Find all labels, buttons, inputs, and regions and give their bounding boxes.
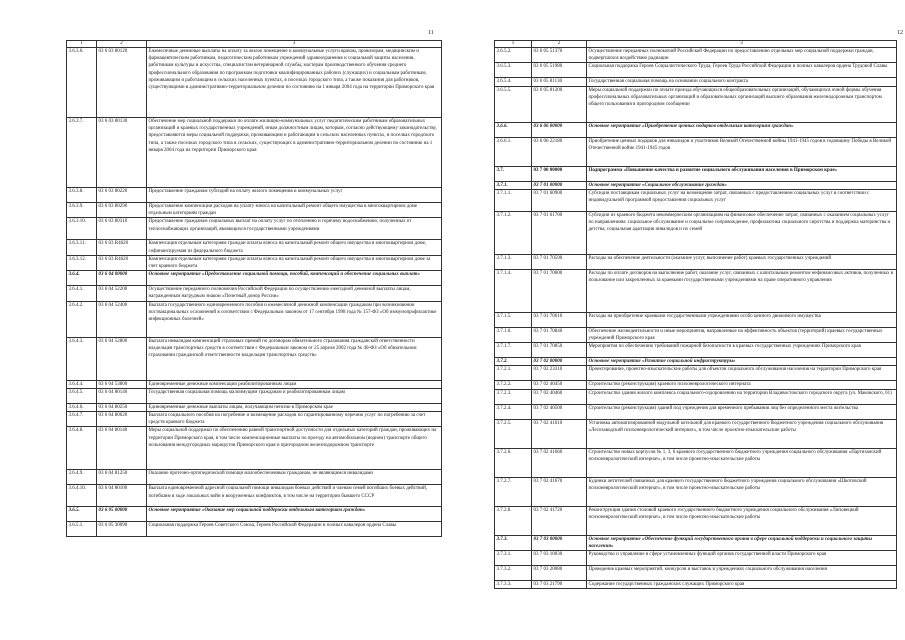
row-number-cell: 3.7.1.: [495, 181, 532, 189]
code-cell: 03 6 03 R4620: [97, 240, 147, 255]
description-cell: Компенсация отдельным категориям граждан оплаты взноса на капитальный ремонт общего имущества в многоквартирном доме, софинансируемая из федерального бюджета: [147, 240, 442, 255]
header-row: [67, 41, 442, 48]
table-row: [495, 181, 897, 189]
code-cell: 03 6 03 80310: [97, 218, 147, 240]
table-row: [67, 203, 442, 218]
description-cell: Будинки антитеплей связанных для краевого государственного бюджетного учреждения социального обслуживания «Шкотовский психоневрологический интернат», в том числе проектно-изыскательские работы: [587, 477, 897, 506]
code-cell: 03 6 06 00000: [532, 122, 587, 137]
table-row: [495, 48, 897, 63]
table-row: [67, 485, 442, 507]
table-row: [67, 188, 442, 203]
description-cell: Мероприятия по обеспечению требований пожарной безопасности в краевых государственных учреждениях Приморского края: [587, 343, 897, 358]
row-number-cell: 3.6.5.2.: [495, 48, 532, 63]
description-cell: Проведение краевых мероприятий, конкурсов и выставок в учреждениях социального обслуживания населения: [587, 566, 897, 581]
row-number-cell: 3.7.1.2.: [495, 211, 532, 254]
description-cell: Установка автоматизированной модульной котельной для краевого государственного бюджетного учреждения социального обслуживания «Лесозаводский психоневрологический интернат», в том числе проектно-изыскательские работы: [587, 419, 897, 448]
table-row: [495, 78, 897, 86]
table-row: [67, 218, 442, 240]
header-cell: 1: [67, 41, 97, 48]
header-cell: 2: [97, 41, 147, 48]
description-cell: Расходы на обеспечение деятельности (оказание услуг, выполнение работ) краевых государственных учреждений: [587, 254, 897, 269]
description-cell: Меры социальной поддержки по обеспечению равной транспортной доступности для отдельных категорий граждан, проживающих на территории Приморского края, в том числе компенсационные выплаты по проезду на автомобильном (водном) транспорте общего пользования междугородных маршрутов Приморского края и пригородном железнодорожном транспорте: [147, 427, 442, 470]
description-cell: Компенсация отдельным категориям граждан оплаты взноса на капитальный ремонт общего имущества в многоквартирном доме за счет краевого бюджета: [147, 255, 442, 270]
description-cell: Реконструкция здания столовой краевого государственного бюджетного учреждения социального обслуживания «Липовецкий психоневрологический интернат», в том числе проектно-изыскательские работы: [587, 506, 897, 535]
table-row: [67, 470, 442, 485]
table-row: [67, 48, 442, 118]
description-cell: Проектирование, проектно-изыскательские работы для объектов социального обслуживания населения на территории Приморского края: [587, 366, 897, 381]
description-cell: Основное мероприятие «Оказание мер социальной поддержки отдельным категориям граждан»: [147, 507, 442, 522]
description-cell: Строительство здания жилого комплекса социального-оздоровлению на территории Владивостокского городского округа (ул. Маковского, 61): [587, 389, 897, 404]
code-cell: 03 6 05 81130: [532, 78, 587, 86]
code-cell: 03 7 02 40500: [532, 404, 587, 419]
table-row: [495, 312, 897, 327]
code-cell: 03 7 03 20080: [532, 566, 587, 581]
description-cell: Основное мероприятие «Развитие социальной инфраструктуры»: [587, 358, 897, 366]
code-cell: 03 6 04 52800: [97, 337, 147, 380]
row-number-cell: 3.7.1.1.: [495, 189, 532, 211]
code-cell: 03 6 04 80140: [97, 427, 147, 470]
table-row: [495, 254, 897, 269]
row-number-cell: 3.7.1.5.: [495, 312, 532, 327]
row-number-cell: 3.6.6.1.: [495, 137, 532, 166]
code-cell: 03 7 00 00000: [532, 166, 587, 181]
row-number-cell: 3.6.4.9.: [67, 470, 97, 485]
page-number: 11: [428, 30, 434, 36]
row-number-cell: 3.6.4.8.: [67, 427, 97, 470]
header-cell: 3: [587, 41, 897, 48]
code-cell: 03 7 02 00000: [532, 358, 587, 366]
table-row: [495, 551, 897, 566]
description-cell: Основное мероприятие «Социальное обслуживание граждан»: [587, 181, 897, 189]
table-row: [67, 388, 442, 403]
code-cell: 03 6 03 80120: [97, 48, 147, 118]
row-number-cell: 3.6.3.12.: [67, 255, 97, 270]
description-cell: Предоставление гражданам субсидий на оплату жилого помещения и коммунальных услуг: [147, 188, 442, 203]
code-cell: 03 6 05 51370: [532, 48, 587, 63]
row-number-cell: 3.6.5.4.: [495, 78, 532, 86]
table-row: [495, 566, 897, 581]
header-row: [495, 41, 897, 48]
code-cell: 03 6 03 80290: [97, 203, 147, 218]
code-cell: 03 6 04 80620: [97, 412, 147, 427]
row-number-cell: 3.7.1.7.: [495, 343, 532, 358]
description-cell: Приобретение ценных подарков для инвалидов и участников Великой Отечественной войны 1941-1945 годов в годовщину Победы в Великой Отечественной войне 1941-1945 годов: [587, 137, 897, 166]
code-cell: 03 6 04 52400: [97, 301, 147, 337]
row-number-cell: 3.7.2.1.: [495, 366, 532, 381]
description-cell: Осуществление переданных полномочий Российской Федерации по предоставлению отдельных мер социальной поддержки граждан, подвергшихся воздействию радиации: [587, 48, 897, 63]
table-row: [495, 166, 897, 181]
table-row: [67, 412, 442, 427]
row-number-cell: 3.6.4.5.: [67, 388, 97, 403]
row-number-cell: 3.6.6.: [495, 122, 532, 137]
row-number-cell: 3.6.4.6.: [67, 403, 97, 411]
row-number-cell: 3.6.5.3.: [495, 63, 532, 78]
code-cell: 03 7 01 70850: [532, 343, 587, 358]
code-cell: 03 6 05 51980: [532, 63, 587, 78]
code-cell: 03 7 01 70590: [532, 254, 587, 269]
header-cell: 3: [147, 41, 442, 48]
header-cell: 2: [532, 41, 587, 48]
description-cell: Государственная социальная помощь малоимущим гражданам и реабилитированным лицам: [147, 388, 442, 403]
row-number-cell: 3.7.1.4.: [495, 269, 532, 312]
row-number-cell: 3.7.3.3.: [495, 581, 532, 589]
table-row: [495, 269, 897, 312]
description-cell: Единовременные денежные выплаты лицам, получающим пенсию в Приморском крае: [147, 403, 442, 411]
row-number-cell: 3.7.2.7.: [495, 477, 532, 506]
row-number-cell: 3.6.3.11.: [67, 240, 97, 255]
code-cell: 03 7 01 70840: [532, 327, 587, 342]
row-number-cell: 3.7.1.6.: [495, 327, 532, 342]
row-number-cell: 3.7.: [495, 166, 532, 181]
description-cell: Строительство (реконструкция) краевого психоневрологического интерната: [587, 381, 897, 389]
description-cell: Строительство (реконструкция) зданий под учреждения для временного пребывания лиц без определенного места жительства: [587, 404, 897, 419]
row-number-cell: 3.6.4.4.: [67, 380, 97, 388]
table-row: [495, 535, 897, 550]
description-cell: Меры социальной поддержки по оплате проезда обучающихся общеобразовательных организаций, обучающихся очной формы обучения профессиональных образовательных организаций и образовательных организаций высшего образования железнодорожным транспортом общего пользования в пригородном сообщении: [587, 86, 897, 122]
description-cell: Расходы на приобретение краевыми государственными учреждениями особо ценного движимого имущества: [587, 312, 897, 327]
code-cell: 03 7 02 41610: [532, 419, 587, 448]
row-number-cell: 3.6.4.1.: [67, 286, 97, 301]
table-row: [495, 389, 897, 404]
table-row: [495, 63, 897, 78]
code-cell: 03 6 06 22180: [532, 137, 587, 166]
row-number-cell: 3.6.4.3.: [67, 337, 97, 380]
description-cell: Основное мероприятие «Приобретение ценных подарков отдельным категориям граждан»: [587, 122, 897, 137]
description-cell: Субсидии поставщикам социальных услуг на возмещение затрат, связанных с предоставлением социальных услуг в соответствии с индивидуальной программой предоставления социальных услуг: [587, 189, 897, 211]
page-number: 12: [897, 30, 903, 36]
budget-classification-table: [494, 40, 897, 589]
description-cell: Выплата единовременной адресной социальной помощи инвалидам боевых действий и членам семей погибших боевых действий, погибшим в ходе локальных войн и вооруженных конфликтов, в том числе на территории бывшего СССР: [147, 485, 442, 507]
row-number-cell: 3.6.4.10.: [67, 485, 97, 507]
description-cell: Ежемесячные денежные выплаты на оплату за жилое помещение и коммунальные услуги врачам, провизорам, медицинским и фармацевтическим работникам, педагогическим работникам учреждений здравоохранения и социальной защиты населения, работникам культуры и искусства, специалистам ветеринарной службы, мастерам производственного обучения среднего профессионального образования по программам подготовки квалифицированных рабочих (служащих) и социальным работникам, проживающим и работающим в сельских населенных пунктах, в поселках городского типа, а также показания для работников, существующими в административно-территориальном делении по состоянию на 1 января 2004 года на территории Приморского края: [147, 48, 442, 118]
description-cell: Социальная поддержка Героев Социалистического Труда, Героев Труда Российской Федерации и полных кавалеров ордена Трудовой Славы: [587, 63, 897, 78]
table-row: [67, 380, 442, 388]
row-number-cell: 3.7.3.2.: [495, 566, 532, 581]
header-cell: 1: [495, 41, 532, 48]
table-row: [495, 366, 897, 381]
row-number-cell: 3.7.2.6.: [495, 448, 532, 477]
table-row: [495, 122, 897, 137]
row-number-cell: 3.6.4.2.: [67, 301, 97, 337]
table-row: [67, 507, 442, 522]
table-row: [495, 211, 897, 254]
code-cell: 03 7 01 00000: [532, 181, 587, 189]
row-number-cell: 3.7.2.8.: [495, 506, 532, 535]
row-number-cell: 3.7.2.5.: [495, 419, 532, 448]
description-cell: Основное мероприятие «Обеспечение функций государственного органа в сфере социальной поддержки и социального защиты населения»: [587, 535, 897, 550]
table-row: [495, 448, 897, 477]
code-cell: 03 7 02 41670: [532, 477, 587, 506]
table-row: [495, 581, 897, 589]
description-cell: Осуществление переданного полномочия Российской Федерации по осуществлению ежегодной денежной выплаты лицам, награжденным нагрудным знаком «Почетный донор России»: [147, 286, 442, 301]
code-cell: 03 7 03 00000: [532, 535, 587, 550]
table-row: [495, 86, 897, 122]
code-cell: 03 7 02 40450: [532, 381, 587, 389]
table-row: [67, 118, 442, 188]
table-row: [495, 477, 897, 506]
code-cell: 03 6 04 81250: [97, 470, 147, 485]
description-cell: Расходы по оплате договоров на выполнение работ, оказание услуг, связанных с капитальным ремонтом нефинансовых активов, полученных в пользование или закрепленных за краевыми государственными учреждениями на праве оперативного управления: [587, 269, 897, 312]
description-cell: Руководство и управление в сфере установленных функций органов государственной власти Приморского края: [587, 551, 897, 566]
table-row: [67, 286, 442, 301]
table-row: [67, 255, 442, 270]
description-cell: Государственная социальная помощь на основании социального контракта: [587, 78, 897, 86]
row-number-cell: 3.7.1.3.: [495, 254, 532, 269]
code-cell: 03 7 02 23310: [532, 366, 587, 381]
description-cell: Выплата социального пособия на погребение и возмещение расходов по гарантированному перечню услуг по погребению за счет средств краевого бюджета: [147, 412, 442, 427]
description-cell: Предоставление компенсации расходов на уплату взноса на капитальный ремонт общего имущества в многоквартирном доме отдельным категориям граждан: [147, 203, 442, 218]
code-cell: 03 7 02 41720: [532, 506, 587, 535]
row-number-cell: 3.7.2.4.: [495, 404, 532, 419]
table-row: [67, 240, 442, 255]
row-number-cell: 3.7.3.1.: [495, 551, 532, 566]
code-cell: 03 6 03 80220: [97, 188, 147, 203]
row-number-cell: 3.7.2.2.: [495, 381, 532, 389]
code-cell: 03 6 04 52200: [97, 286, 147, 301]
row-number-cell: 3.6.4.7.: [67, 412, 97, 427]
description-cell: Строительство новых корпусов № 1, 3, 6 краевого государственного бюджетного учреждения социального обслуживания «Партизанский психоневрологический интернат», в том числе проектно-изыскательские работы: [587, 448, 897, 477]
table-row: [67, 301, 442, 337]
code-cell: 03 7 02 41660: [532, 448, 587, 477]
table-row: [495, 419, 897, 448]
table-row: [495, 381, 897, 389]
code-cell: 03 6 03 80130: [97, 118, 147, 188]
row-number-cell: 3.6.4.: [67, 271, 97, 286]
code-cell: 03 6 04 80250: [97, 403, 147, 411]
code-cell: 03 6 04 00000: [97, 271, 147, 286]
description-cell: Социальная поддержка Героев Советского Союза, Героев Российской Федерации и полных кавалеров ордена Славы: [147, 522, 442, 537]
code-cell: 03 6 04 53800: [97, 380, 147, 388]
table-row: [67, 403, 442, 411]
table-row: [495, 358, 897, 366]
code-cell: 03 7 01 61700: [532, 211, 587, 254]
description-cell: Обеспечение мер социальной поддержки по оплате жилищно-коммунальных услуг педагогическим работникам образовательных организаций и краевых государственных учреждений, иным должностным лицам, которым, согласно действующему законодательству, предоставляются меры социальной поддержки, проживающим и работающим в сельских населенных пунктах, в поселках городского типа, а также поселках городского типа в сельских, существующих в административно-территориальном делении по состоянию на 1 января 2004 года на территории Приморского края: [147, 118, 442, 188]
code-cell: 03 7 03 21790: [532, 581, 587, 589]
code-cell: 03 7 01 60900: [532, 189, 587, 211]
table-row: [495, 343, 897, 358]
row-number-cell: 3.6.5.1.: [67, 522, 97, 537]
description-cell: Выплата государственного единовременного пособия и ежемесячной денежной компенсации гражданам при возникновении поствакцинальных осложнений в соответствии с Федеральным законом от 17 сентября 1998 года № 157-ФЗ «Об иммунопрофилактике инфекционных болезней»: [147, 301, 442, 337]
row-number-cell: 3.6.3.8.: [67, 188, 97, 203]
description-cell: Обеспечение жизнедеятельности и иные мероприятия, направленные на эффективность объектов (территорий) краевых государственных учреждений Приморского края: [587, 327, 897, 342]
row-number-cell: 3.6.5.: [67, 507, 97, 522]
code-cell: 03 6 05 30090: [97, 522, 147, 537]
row-number-cell: 3.6.5.5.: [495, 86, 532, 122]
description-cell: Субсидии из краевого бюджета некоммерческим организациям на финансовое обеспечение затрат, связанных с оказанием социальных услуг по направлениям: социальное обслуживание и социальное сопровождение, профилактика социального сиротства и поддержка материнства и детства, социальная адаптация инвалидов и их семей: [587, 211, 897, 254]
code-cell: 03 7 01 70610: [532, 312, 587, 327]
table-row: [495, 506, 897, 535]
page-right: [461, 0, 901, 640]
code-cell: 03 7 03 10030: [532, 551, 587, 566]
page-left: [6, 0, 446, 640]
table-row: [67, 427, 442, 470]
row-number-cell: 3.7.3.: [495, 535, 532, 550]
row-number-cell: 3.6.3.9.: [67, 203, 97, 218]
table-row: [67, 271, 442, 286]
code-cell: 03 6 03 R4620: [97, 255, 147, 270]
code-cell: 03 6 04 80100: [97, 485, 147, 507]
table-row: [67, 337, 442, 380]
table-row: [495, 137, 897, 166]
description-cell: Содержание государственных гражданских служащих Приморского края: [587, 581, 897, 589]
description-cell: Оказание протезно-ортопедической помощи малообеспеченным гражданам, не являющимся инвалидами: [147, 470, 442, 485]
row-number-cell: 3.7.2.: [495, 358, 532, 366]
description-cell: Единовременные денежные компенсации реабилитированным лицам: [147, 380, 442, 388]
code-cell: 03 7 02 40460: [532, 389, 587, 404]
description-cell: Подпрограмма «Повышение качества и развитие социального обслуживания населения в Приморском крае»: [587, 166, 897, 181]
table-row: [495, 189, 897, 211]
code-cell: 03 6 05 00000: [97, 507, 147, 522]
code-cell: 03 6 05 81200: [532, 86, 587, 122]
table-row: [495, 327, 897, 342]
row-number-cell: 3.6.3.6.: [67, 48, 97, 118]
table-row: [495, 404, 897, 419]
row-number-cell: 3.6.3.10.: [67, 218, 97, 240]
code-cell: 03 7 01 70600: [532, 269, 587, 312]
description-cell: Предоставление гражданам социальных выплат на оплату услуг по отоплению и горячему водоснабжению, полученных от теплоснабжающих организаций, являющихся государственными учреждениями: [147, 218, 442, 240]
description-cell: Выплата инвалидам компенсаций страховых премий по договорам обязательного страхования гражданской ответственности владельцев транспортных средств в соответствии с Федеральным законом от 25 апреля 2002 года № 40-ФЗ «Об обязательном страховании гражданской ответственности владельцев транспортных средств»: [147, 337, 442, 380]
budget-classification-table: [66, 40, 442, 537]
description-cell: Основное мероприятие «Предоставление социальной помощи, пособий, компенсаций и обеспечение социальных выплат»: [147, 271, 442, 286]
row-number-cell: 3.7.2.3.: [495, 389, 532, 404]
row-number-cell: 3.6.3.7.: [67, 118, 97, 188]
code-cell: 03 6 04 80140: [97, 388, 147, 403]
table-row: [67, 522, 442, 537]
